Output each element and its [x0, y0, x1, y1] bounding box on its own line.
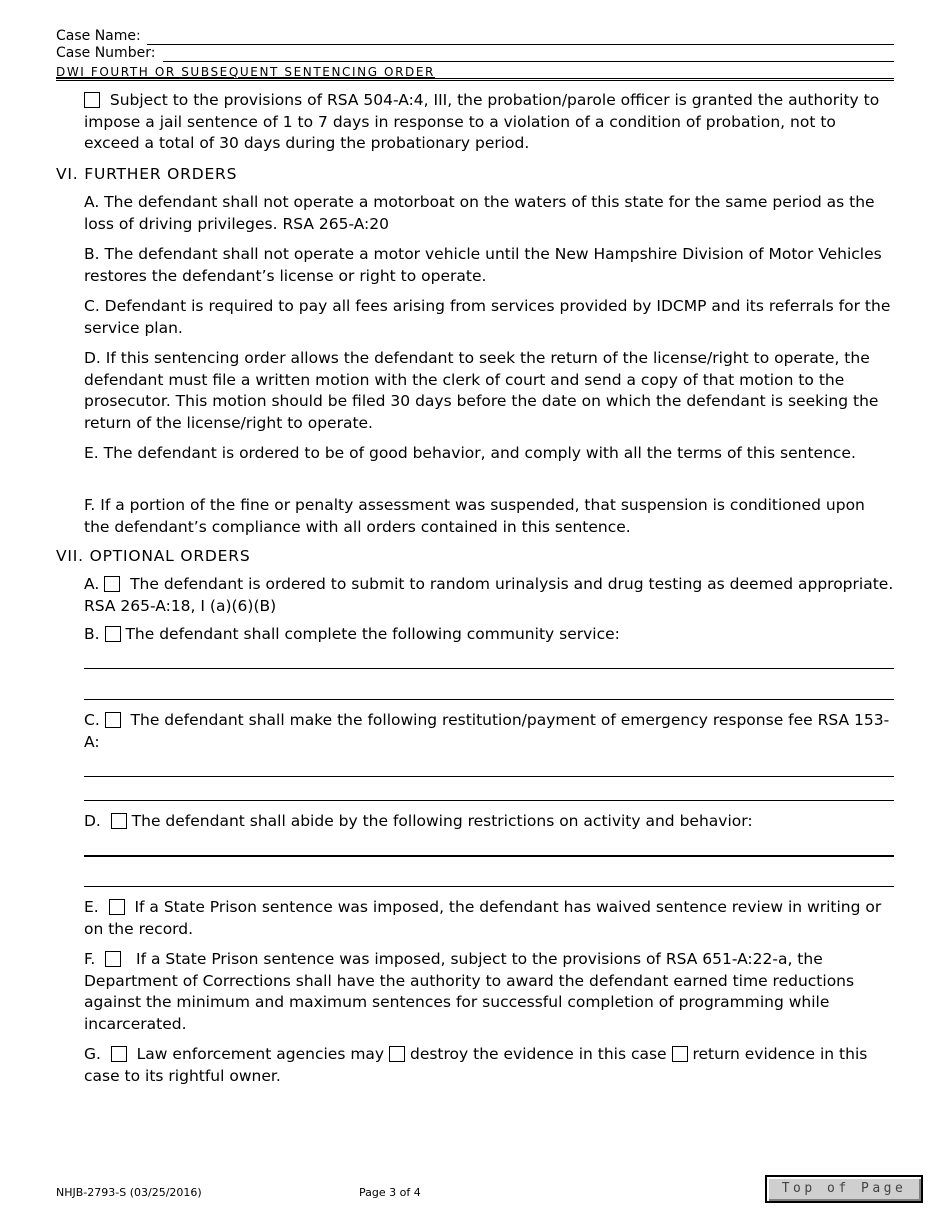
case-number-label: Case Number: — [56, 45, 156, 61]
further-order-e: E. The defendant is ordered to be of good behavior, and comply with all the terms of this sentence. — [84, 444, 856, 462]
optional-order-a-text: The defendant is ordered to submit to random urinalysis and drug testing as deemed appropriate. RSA 265-A:18, I (a)(6)(B) — [84, 575, 894, 615]
case-name-field[interactable] — [147, 44, 894, 45]
optional-order-f — [84, 949, 894, 1035]
case-name-label: Case Name: — [56, 28, 141, 44]
optional-order-f-checkbox[interactable] — [105, 951, 121, 967]
community-service-line-2[interactable] — [84, 699, 894, 700]
further-order-a: A. The defendant shall not operate a motorboat on the waters of this state for the same period as the loss of driving privileges. RSA 265-A:20 — [84, 193, 875, 233]
restrictions-line-1[interactable] — [84, 855, 894, 857]
optional-order-d-letter: D. — [84, 812, 101, 830]
optional-order-c-checkbox[interactable] — [105, 712, 121, 728]
further-order-d: D. If this sentencing order allows the defendant to seek the return of the license/right to operate, the defendant must file a written motion with the clerk of court and send a copy of that motion to the prosecutor. This motion should be filed 30 days before the date on which the defendant is seeking the return of the license/right to operate. — [84, 349, 879, 432]
optional-order-g-text2: destroy the evidence in this case — [409, 1045, 667, 1063]
optional-order-c — [84, 710, 894, 753]
optional-order-g-text1: Law enforcement agencies may — [136, 1045, 385, 1063]
optional-order-a-letter: A. — [84, 575, 100, 593]
form-id: NHJB-2793-S (03/25/2016) — [56, 1186, 202, 1199]
restrictions-line-2[interactable] — [84, 886, 894, 887]
optional-order-c-letter: C. — [84, 711, 100, 729]
further-order-f: F. If a portion of the fine or penalty assessment was suspended, that suspension is conditioned upon the defendant’s compliance with all orders contained in this sentence. — [84, 496, 865, 536]
header-divider-1 — [56, 78, 894, 79]
optional-order-e-checkbox[interactable] — [109, 899, 125, 915]
header-divider-2 — [56, 80, 894, 81]
optional-order-f-letter: F. — [84, 950, 96, 968]
optional-order-b-letter: B. — [84, 625, 100, 643]
return-evidence-checkbox[interactable] — [672, 1046, 688, 1062]
optional-order-d-text: The defendant shall abide by the following restrictions on activity and behavior: — [131, 812, 753, 830]
community-service-line-1[interactable] — [84, 668, 894, 669]
further-order-b: B. The defendant shall not operate a motor vehicle until the New Hampshire Division of Motor Vehicles restores the defendant’s license or right to operate. — [84, 245, 882, 285]
further-order-c: C. Defendant is required to pay all fees arising from services provided by IDCMP and its referrals for the service plan. — [84, 297, 891, 337]
probation-checkbox[interactable] — [84, 92, 100, 108]
probation-text: Subject to the provisions of RSA 504-A:4, III, the probation/parole officer is granted the authority to impose a jail sentence of 1 to 7 days in response to a violation of a condition of probation, not to exceed a total of 30 days during the probationary period. — [84, 91, 880, 152]
top-of-page-button[interactable]: Top of Page — [765, 1175, 923, 1203]
optional-order-g — [84, 1044, 894, 1087]
further-orders-heading: VI. FURTHER ORDERS — [56, 165, 238, 183]
optional-order-d — [84, 811, 894, 833]
optional-order-f-text: If a State Prison sentence was imposed, subject to the provisions of RSA 651-A:22-a, the Department of Corrections shall have the authority to award the defendant earned time reductions against the minimum and maximum sentences for successful completion of programming while incarcerated. — [84, 950, 855, 1033]
optional-order-a-checkbox[interactable] — [104, 576, 120, 592]
optional-order-b-checkbox[interactable] — [105, 626, 121, 642]
optional-order-c-text: The defendant shall make the following restitution/payment of emergency response fee RSA 153-A: — [84, 711, 890, 751]
optional-order-e-letter: E. — [84, 898, 99, 916]
optional-orders-heading: VII. OPTIONAL ORDERS — [56, 547, 251, 565]
optional-order-g-text3: return evidence in this case to its rightful owner. — [84, 1045, 868, 1085]
restitution-line-2[interactable] — [84, 800, 894, 801]
optional-order-g-letter: G. — [84, 1045, 101, 1063]
form-title: DWI FOURTH OR SUBSEQUENT SENTENCING ORDER — [56, 65, 435, 79]
probation-paragraph — [84, 90, 894, 155]
optional-order-a — [84, 574, 894, 617]
optional-order-e-text: If a State Prison sentence was imposed, the defendant has waived sentence review in writing or on the record. — [84, 898, 882, 938]
optional-order-b-text: The defendant shall complete the following community service: — [125, 625, 620, 643]
page-number: Page 3 of 4 — [359, 1186, 421, 1199]
optional-order-g-checkbox[interactable] — [111, 1046, 127, 1062]
optional-order-b — [84, 624, 894, 646]
case-number-field[interactable] — [163, 61, 894, 62]
optional-order-e — [84, 897, 894, 940]
destroy-evidence-checkbox[interactable] — [389, 1046, 405, 1062]
optional-order-d-checkbox[interactable] — [111, 813, 127, 829]
restitution-line-1[interactable] — [84, 776, 894, 777]
